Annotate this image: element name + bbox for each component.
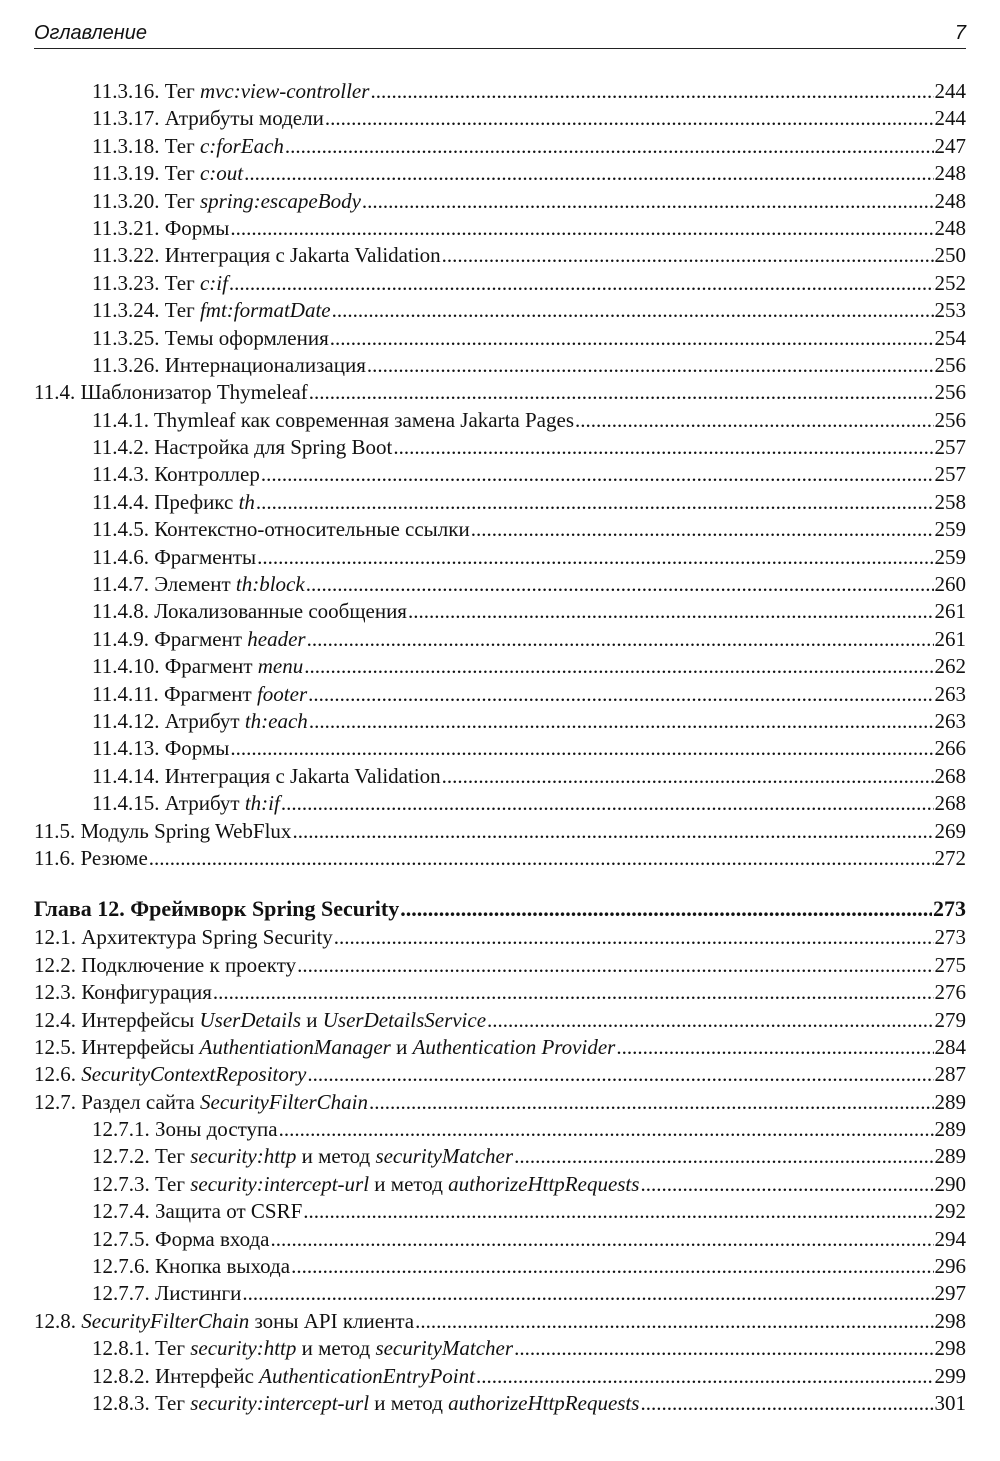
toc-entry-title-italic: c:if — [199, 270, 228, 295]
toc-dot-leader — [325, 105, 934, 132]
toc-dot-leader — [640, 1390, 933, 1417]
toc-entry-title-text: 11.3.24. Тег — [92, 298, 200, 323]
toc-dot-leader — [476, 1363, 934, 1390]
toc-entry-title — [34, 894, 399, 924]
toc-page-number: 248 — [934, 215, 966, 240]
toc-entry-title — [34, 952, 296, 979]
toc-entry-title — [92, 215, 229, 242]
toc-entry-title-text: 12.4. Интерфейсы — [34, 1007, 200, 1032]
toc-entry — [34, 653, 966, 680]
toc-entry — [34, 1390, 966, 1417]
toc-entry-title-text: 12.3. Конфигурация — [34, 980, 212, 1005]
toc-entry-title-italic: th — [238, 489, 255, 514]
toc-entry-title-text: зоны API клиента — [249, 1308, 415, 1333]
toc-dot-leader — [244, 160, 933, 187]
toc-entry-title — [92, 1363, 475, 1390]
toc-entry-title — [34, 1034, 615, 1061]
toc-entry-title-italic: authorizeHttpRequests — [448, 1390, 640, 1415]
toc-entry-title-italic: securityMatcher — [375, 1144, 514, 1169]
header-page-number: 7 — [954, 22, 966, 44]
toc-entry-title-italic: th:block — [235, 572, 305, 597]
toc-entry-title-italic: UserDetailsService — [322, 1007, 487, 1032]
toc-dot-leader — [257, 544, 933, 571]
toc-entry-title-text: 12.8.2. Интерфейс — [92, 1363, 260, 1388]
toc-entry — [34, 1007, 966, 1034]
header-title: Оглавление — [34, 22, 148, 44]
toc-page-number: 296 — [934, 1254, 966, 1279]
toc-entry-title — [92, 325, 329, 352]
toc-entry — [34, 461, 966, 488]
toc-entry-title-italic: SecurityFilterChain — [200, 1089, 369, 1114]
toc-page-number: 256 — [934, 407, 966, 432]
toc-entry-title-italic: th:each — [244, 708, 308, 733]
toc-page-number: 263 — [934, 708, 966, 733]
toc-entry-title-italic: c:forEach — [199, 133, 284, 158]
toc-entry-title — [92, 1143, 513, 1170]
toc-entry-title-italic: menu — [257, 654, 304, 679]
toc-page-number: 268 — [934, 791, 966, 816]
toc-entry — [34, 763, 966, 790]
toc-entry — [34, 242, 966, 269]
toc-dot-leader — [370, 78, 933, 105]
toc-entry-title-text: 11.4.2. Настройка для Spring Boot — [92, 435, 393, 460]
toc-entry-title — [92, 1171, 639, 1198]
toc-page-number: 257 — [934, 435, 966, 460]
toc-entry-title — [92, 352, 366, 379]
toc-entry-title — [34, 979, 212, 1006]
toc-entry-title — [92, 1253, 290, 1280]
toc-page-number: 284 — [934, 1034, 966, 1059]
toc-dot-leader — [487, 1007, 933, 1034]
toc-entry-title — [92, 516, 470, 543]
toc-entry-title-italic: fmt:formatDate — [199, 298, 331, 323]
toc-entry-title — [92, 270, 228, 297]
toc-dot-leader — [242, 1280, 933, 1307]
toc-entry-title-text: 11.3.21. Формы — [92, 215, 230, 240]
toc-dot-leader — [616, 1034, 933, 1061]
toc-dot-leader — [279, 1116, 934, 1143]
toc-entry — [34, 1171, 966, 1198]
toc-dot-leader — [575, 407, 934, 434]
toc-entry-title — [92, 598, 407, 625]
toc-chapter-entry — [34, 894, 966, 924]
toc-entry — [34, 434, 966, 461]
toc-dot-leader — [309, 379, 934, 406]
toc-page-number: 252 — [934, 270, 966, 295]
toc-entry — [34, 924, 966, 951]
toc-entry — [34, 979, 966, 1006]
toc-page-number: 275 — [934, 952, 966, 977]
toc-entry-title — [34, 924, 333, 951]
toc-entry-title — [92, 1198, 302, 1225]
toc-entry — [34, 105, 966, 132]
toc-entry-title-text: 11.4.11. Фрагмент — [92, 681, 257, 706]
toc-entry — [34, 1363, 966, 1390]
toc-entry-title-italic: SecurityContextRepository — [81, 1062, 307, 1087]
toc-dot-leader — [415, 1308, 933, 1335]
toc-entry-title-text: и метод — [296, 1144, 376, 1169]
toc-page-number: 263 — [934, 681, 966, 706]
toc-entry-title-text: 12.7.1. Зоны доступа — [92, 1117, 278, 1142]
toc-dot-leader — [303, 1198, 933, 1225]
toc-entry-title-text: 11.4.9. Фрагмент — [92, 626, 248, 651]
toc-dot-leader — [307, 626, 934, 653]
toc-entry-title-text: 11.4.6. Фрагменты — [92, 544, 257, 569]
toc-dot-leader — [230, 735, 933, 762]
toc-entry — [34, 1308, 966, 1335]
toc-entry-title-text: 11.4.14. Интеграция с Jakarta Validation — [92, 763, 441, 788]
toc-entry-title-text: 12.7.3. Тег — [92, 1171, 191, 1196]
toc-entry-title-text: 11.4.13. Формы — [92, 736, 230, 761]
toc-dot-leader — [261, 461, 934, 488]
toc-entry-title-text: 11.4.10. Фрагмент — [92, 654, 258, 679]
toc-entry-title-italic: c:out — [199, 161, 244, 186]
toc-entry-title — [34, 1308, 414, 1335]
toc-entry — [34, 489, 966, 516]
toc-dot-leader — [291, 1253, 933, 1280]
toc-entry-title-text: 12.5. Интерфейсы — [34, 1034, 200, 1059]
toc-page-number: 253 — [934, 298, 966, 323]
toc-entry-title-text: 12.8.3. Тег — [92, 1390, 191, 1415]
toc-entry-title-text: и — [301, 1007, 323, 1032]
toc-entry-title-text: 11.4. Шаблонизатор Thymeleaf — [34, 380, 308, 405]
toc-page-number: 248 — [934, 188, 966, 213]
toc-entry-title-text: 12.7.5. Форма входа — [92, 1226, 270, 1251]
toc-entry-title — [92, 188, 361, 215]
toc-dot-leader — [334, 924, 934, 951]
toc-page-number: 254 — [934, 325, 966, 350]
toc-dot-leader — [213, 979, 934, 1006]
toc-entry — [34, 352, 966, 379]
toc-entry-title — [92, 681, 307, 708]
toc-entry-title-text: и метод — [369, 1171, 449, 1196]
toc-entry-title-text: 12.7.4. Защита от CSRF — [92, 1199, 303, 1224]
toc-entry-title-text: 12.7. Раздел сайта — [34, 1089, 201, 1114]
toc-entry — [34, 708, 966, 735]
toc-page-number: 298 — [934, 1308, 966, 1333]
toc-dot-leader — [442, 242, 934, 269]
toc-entry — [34, 681, 966, 708]
toc-entry — [34, 297, 966, 324]
toc-page-number: 258 — [934, 489, 966, 514]
toc-dot-leader — [271, 1226, 934, 1253]
toc-entry — [34, 845, 966, 872]
toc-entry-title-italic: security:intercept-url — [190, 1171, 370, 1196]
toc-entry-title-text: 11.4.3. Контроллер — [92, 462, 260, 487]
toc-entry — [34, 1253, 966, 1280]
toc-entry-title-text: 11.3.18. Тег — [92, 133, 200, 158]
toc-dot-leader — [471, 516, 934, 543]
toc-entry-title-text: 11.6. Резюме — [34, 845, 148, 870]
toc-entry-title — [34, 379, 308, 406]
toc-page-number: 292 — [934, 1199, 966, 1224]
toc-page-number: 289 — [934, 1117, 966, 1142]
toc-page-number: 257 — [934, 462, 966, 487]
toc-entry-title — [92, 1280, 241, 1307]
toc-dot-leader — [304, 653, 933, 680]
table-of-contents — [34, 78, 966, 1417]
toc-entry-title-text: 11.4.1. Thymleaf как современная замена Jakarta Pages — [92, 407, 574, 432]
toc-entry — [34, 952, 966, 979]
toc-entry-title — [92, 571, 305, 598]
toc-entry-title-italic: securityMatcher — [375, 1336, 514, 1361]
toc-entry-title — [92, 160, 243, 187]
toc-entry-title-text: 11.4.5. Контекстно-относительные ссылки — [92, 517, 470, 542]
toc-entry-title-text: 11.3.17. Атрибуты модели — [92, 106, 324, 131]
toc-page-number: 290 — [934, 1171, 966, 1196]
toc-entry-title — [92, 653, 303, 680]
toc-page-number: 298 — [934, 1336, 966, 1361]
toc-page-number: 261 — [934, 599, 966, 624]
toc-entry-title-italic: AuthentiationManager — [199, 1034, 391, 1059]
toc-entry — [34, 571, 966, 598]
toc-page-number: 289 — [934, 1089, 966, 1114]
toc-dot-leader — [307, 1061, 933, 1088]
toc-page-number: 256 — [934, 352, 966, 377]
toc-dot-leader — [297, 952, 933, 979]
toc-entry — [34, 188, 966, 215]
toc-entry-title-text: 12.2. Подключение к проекту — [34, 952, 297, 977]
toc-dot-leader — [306, 571, 934, 598]
toc-entry-title-text: 12.7.2. Тег — [92, 1144, 191, 1169]
toc-page-number: 279 — [934, 1007, 966, 1032]
toc-entry-title-italic: authorizeHttpRequests — [448, 1171, 640, 1196]
toc-entry-title-italic: AuthenticationEntryPoint — [259, 1363, 475, 1388]
toc-entry-title — [92, 407, 574, 434]
toc-page-number: 289 — [934, 1144, 966, 1169]
toc-entry — [34, 78, 966, 105]
toc-page-number: 259 — [934, 517, 966, 542]
toc-page-number: 260 — [934, 572, 966, 597]
toc-entry — [34, 516, 966, 543]
toc-entry-title — [92, 763, 441, 790]
toc-entry-title — [92, 297, 331, 324]
toc-dot-leader — [514, 1143, 933, 1170]
toc-dot-leader — [640, 1171, 933, 1198]
toc-entry — [34, 133, 966, 160]
toc-page-number: 248 — [934, 161, 966, 186]
toc-entry — [34, 790, 966, 817]
toc-dot-leader — [442, 763, 934, 790]
toc-dot-leader — [369, 1089, 933, 1116]
toc-entry — [34, 1226, 966, 1253]
toc-entry-title-text: 11.3.20. Тег — [92, 188, 200, 213]
toc-page-number: 294 — [934, 1226, 966, 1251]
toc-entry — [34, 818, 966, 845]
toc-page-number: 273 — [933, 896, 966, 922]
toc-entry-title-text: 11.4.15. Атрибут — [92, 791, 245, 816]
toc-entry-title — [92, 489, 255, 516]
toc-entry — [34, 160, 966, 187]
toc-entry — [34, 1061, 966, 1088]
toc-entry-title-text: и метод — [296, 1336, 376, 1361]
toc-page-number: 262 — [934, 654, 966, 679]
toc-entry-title — [34, 818, 291, 845]
toc-page-number: 244 — [934, 79, 966, 103]
toc-entry-title-italic: UserDetails — [199, 1007, 301, 1032]
toc-dot-leader — [309, 708, 934, 735]
toc-entry-title — [92, 544, 256, 571]
toc-entry-title — [34, 1061, 306, 1088]
toc-entry — [34, 1280, 966, 1307]
toc-entry-title-italic: Authentication Provider — [412, 1034, 616, 1059]
toc-dot-leader — [514, 1335, 933, 1362]
toc-entry-title — [34, 1007, 486, 1034]
toc-entry-title-text: 12.1. Архитектура Spring Security — [34, 925, 333, 950]
toc-entry-title-text: Глава 12. Фреймворк Spring Security — [34, 896, 400, 922]
toc-dot-leader — [149, 845, 934, 872]
toc-entry-title-text: 11.3.26. Интернационализация — [92, 352, 366, 377]
toc-entry-title — [92, 1116, 278, 1143]
toc-page-number: 268 — [934, 763, 966, 788]
toc-entry-title-text: 12.7.7. Листинги — [92, 1281, 242, 1306]
toc-entry-title-text: 11.3.23. Тег — [92, 270, 200, 295]
toc-entry-title-text: 11.5. Модуль Spring WebFlux — [34, 818, 292, 843]
toc-entry-title-italic: th:if — [244, 791, 280, 816]
toc-entry-title-text: 12.7.6. Кнопка выхода — [92, 1254, 291, 1279]
toc-entry-title-text: 12.8. — [34, 1308, 82, 1333]
toc-page-number: 244 — [934, 106, 966, 131]
toc-page-number: 269 — [934, 818, 966, 843]
toc-dot-leader — [408, 598, 934, 625]
toc-entry-title — [34, 1089, 368, 1116]
toc-entry — [34, 1116, 966, 1143]
toc-dot-leader — [281, 790, 934, 817]
toc-page-number: 276 — [934, 980, 966, 1005]
toc-entry-title — [92, 1390, 639, 1417]
toc-page-number: 256 — [934, 380, 966, 405]
toc-page-number: 297 — [934, 1281, 966, 1306]
toc-entry-title-text: 12.8.1. Тег — [92, 1336, 191, 1361]
toc-dot-leader — [400, 894, 932, 924]
toc-dot-leader — [292, 818, 933, 845]
toc-entry — [34, 407, 966, 434]
toc-dot-leader — [256, 489, 934, 516]
toc-entry-title — [92, 242, 441, 269]
toc-page-number: 287 — [934, 1062, 966, 1087]
toc-dot-leader — [229, 270, 934, 297]
toc-entry — [34, 1089, 966, 1116]
toc-entry-title-text: и — [390, 1034, 413, 1059]
toc-entry-title — [92, 790, 280, 817]
toc-entry-title-text: и метод — [369, 1390, 449, 1415]
toc-entry-title-text: 11.4.7. Элемент — [92, 572, 236, 597]
toc-entry-title-text: 11.3.22. Интеграция с Jakarta Validation — [92, 243, 441, 268]
toc-entry — [34, 379, 966, 406]
toc-page-number: 261 — [934, 626, 966, 651]
toc-entry — [34, 1143, 966, 1170]
toc-entry-title — [92, 461, 260, 488]
toc-entry — [34, 626, 966, 653]
toc-entry — [34, 325, 966, 352]
toc-entry-title-italic: mvc:view-controller — [199, 79, 370, 103]
toc-entry — [34, 215, 966, 242]
toc-entry-title — [92, 1335, 513, 1362]
toc-page-number: 266 — [934, 736, 966, 761]
toc-entry-title — [34, 845, 148, 872]
toc-entry-title-text: 11.4.4. Префикс — [92, 489, 239, 514]
toc-entry — [34, 1034, 966, 1061]
toc-entry-title — [92, 1226, 270, 1253]
toc-dot-leader — [332, 297, 934, 324]
toc-page-number: 301 — [934, 1390, 966, 1415]
toc-entry-title — [92, 78, 369, 105]
toc-entry-title-italic: footer — [256, 681, 308, 706]
toc-page-number: 247 — [934, 133, 966, 158]
toc-entry — [34, 544, 966, 571]
toc-entry — [34, 270, 966, 297]
toc-page-number: 272 — [934, 845, 966, 870]
toc-dot-leader — [367, 352, 934, 379]
toc-entry-title-italic: security:intercept-url — [190, 1390, 370, 1415]
toc-page-number: 259 — [934, 544, 966, 569]
toc-entry-title-text: 12.6. — [34, 1062, 82, 1087]
toc-entry-title — [92, 105, 324, 132]
toc-entry — [34, 1335, 966, 1362]
toc-dot-leader — [330, 325, 934, 352]
toc-entry — [34, 1198, 966, 1225]
toc-entry-title-text: 11.3.25. Темы оформления — [92, 325, 329, 350]
toc-dot-leader — [393, 434, 933, 461]
toc-page-number: 250 — [934, 243, 966, 268]
toc-entry-title-italic: SecurityFilterChain — [81, 1308, 250, 1333]
toc-entry-title — [92, 133, 284, 160]
toc-entry-title-italic: header — [247, 626, 306, 651]
toc-entry-title — [92, 708, 308, 735]
toc-entry-title-italic: spring:escapeBody — [199, 188, 361, 213]
toc-entry-title-italic: security:http — [190, 1144, 297, 1169]
toc-entry — [34, 735, 966, 762]
toc-entry-title — [92, 735, 229, 762]
toc-entry-title-text: 11.4.12. Атрибут — [92, 708, 245, 733]
toc-entry — [34, 598, 966, 625]
toc-entry-title-text: 11.3.16. Тег — [92, 79, 200, 103]
toc-entry-title — [92, 626, 306, 653]
toc-entry-title-text: 11.4.8. Локализованные сообщения — [92, 599, 407, 624]
toc-entry-title-italic: security:http — [190, 1336, 297, 1361]
toc-dot-leader — [362, 188, 934, 215]
toc-entry-title — [92, 434, 392, 461]
toc-dot-leader — [308, 681, 933, 708]
toc-dot-leader — [230, 215, 933, 242]
toc-page-number: 299 — [934, 1363, 966, 1388]
toc-entry-title-text: 11.3.19. Тег — [92, 161, 200, 186]
running-header — [34, 20, 966, 49]
toc-dot-leader — [285, 133, 934, 160]
toc-page-number: 273 — [934, 925, 966, 950]
